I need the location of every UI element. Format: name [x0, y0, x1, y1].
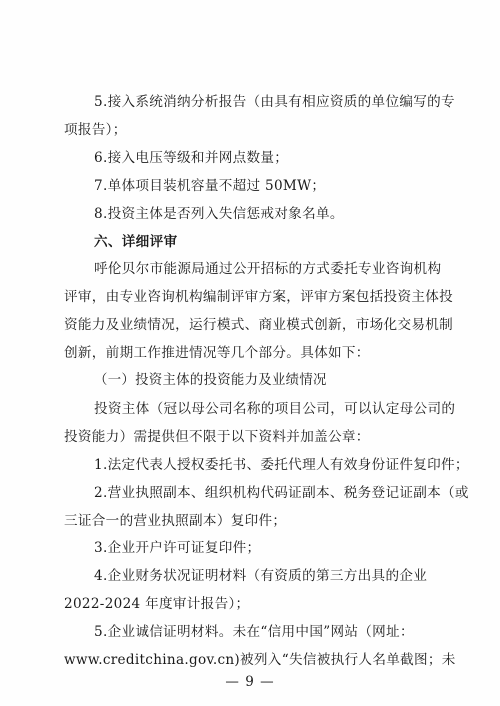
- paragraph-line-13: 投资能力）需提供但不限于以下资料并加盖公章：: [64, 429, 370, 445]
- paragraph-line-19: 2022-2024 年度审计报告）；: [64, 596, 250, 612]
- paragraph-line-2: 项报告）；: [64, 122, 127, 138]
- paragraph-line-15: 2.营业执照副本、组织机构代码证副本、税务登记证副本（或: [94, 485, 469, 501]
- paragraph-line-4: 7.单体项目装机容量不超过 50MW；: [94, 178, 326, 194]
- paragraph-line-9: 资能力及业绩情况，运行模式、商业模式创新，市场化交易机制: [64, 317, 454, 333]
- paragraph-line-20: 5.企业诚信证明材料。未在“信用中国”网站（网址：: [94, 624, 414, 640]
- paragraph-line-21: www.creditchina.gov.cn)被列入“失信被执行人名单截图；未: [64, 652, 456, 668]
- paragraph-line-12: 投资主体（冠以母公司名称的项目公司，可以认定母公司的: [94, 401, 456, 417]
- paragraph-line-16: 三证合一的营业执照副本）复印件；: [64, 513, 287, 529]
- page-number: — 9 —: [225, 674, 275, 690]
- paragraph-line-3: 6.接入电压等级和并网点数量；: [94, 150, 289, 166]
- section-heading: 六、详细评审: [94, 234, 178, 250]
- paragraph-line-1: 5.接入系统消纳分析报告（由具有相应资质的单位编写的专: [94, 94, 455, 110]
- paragraph-line-8: 评审，由专业咨询机构编制评审方案，评审方案包括投资主体投: [64, 289, 454, 305]
- subsection-heading: （一）投资主体的投资能力及业绩情况: [94, 373, 327, 388]
- paragraph-line-5: 8.投资主体是否列入失信惩戒对象名单。: [94, 206, 344, 222]
- paragraph-line-17: 3.企业开户许可证复印件；: [94, 540, 261, 556]
- paragraph-line-14: 1.法定代表人授权委托书、委托代理人有效身份证件复印件；: [94, 457, 469, 473]
- paragraph-line-10: 创新，前期工作推进情况等几个部分。具体如下：: [64, 345, 370, 361]
- paragraph-line-7: 呼伦贝尔市能源局通过公开招标的方式委托专业咨询机构: [94, 261, 442, 277]
- paragraph-line-18: 4.企业财务状况证明材料（有资质的第三方出具的企业: [94, 568, 428, 584]
